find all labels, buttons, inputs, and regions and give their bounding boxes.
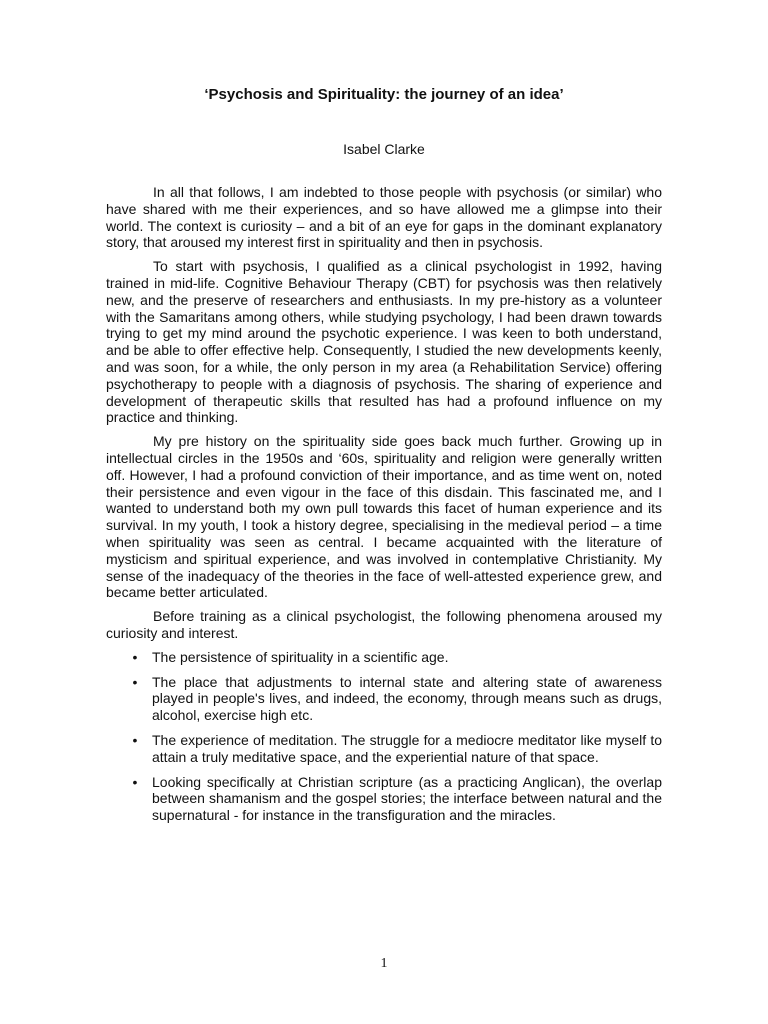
- bullet-icon: •: [132, 773, 138, 790]
- list-item-text: The persistence of spirituality in a scientific age.: [152, 648, 449, 665]
- phenomena-list: [106, 649, 662, 824]
- document-body: [106, 184, 662, 832]
- paragraph-psychosis: To start with psychosis, I qualified as a clinical psychologist in 1992, having trained in mid-life. Cognitive Behaviour Therapy (CBT) for psychosis was then relatively new, and the preserve of researchers and enthusiasts. In my pre-history as a volunteer with the Samaritans among others, while studying psychology, I had been drawn towards trying to get my mind around the psychotic experience. I was keen to both understand, and be able to offer effective help. Consequently, I studied the new developments keenly, and was soon, for a while, the only person in my area (a Rehabilitation Service) offering psychotherapy to people with a diagnosis of psychosis. The sharing of experience and development of therapeutic skills that resulted has had a profound influence on my practice and thinking.: [106, 258, 662, 426]
- document-title: ‘Psychosis and Spirituality: the journey of an idea’: [204, 86, 564, 103]
- document-author: Isabel Clarke: [343, 141, 425, 157]
- bullet-icon: •: [132, 673, 138, 690]
- list-item: [106, 732, 662, 766]
- list-item-text: The place that adjustments to internal state and altering state of awareness played in people's lives, and indeed, the economy, through means such as drugs, alcohol, exercise high etc.: [152, 673, 662, 724]
- list-item-text: The experience of meditation. The struggle for a mediocre meditator like myself to attain a truly meditative space, and the experiential nature of that space.: [152, 731, 662, 765]
- list-item-text: Looking specifically at Christian scripture (as a practicing Anglican), the overlap between shamanism and the gospel stories; the interface between natural and the supernatural - for instance in the transfiguration and the miracles.: [152, 773, 662, 824]
- paragraph-intro: In all that follows, I am indebted to those people with psychosis (or similar) who have shared with me their experiences, and so have allowed me a glimpse into their world. The context is curiosity – and a bit of an eye for gaps in the dominant explanatory story, that aroused my interest first in spirituality and then in psychosis.: [106, 184, 662, 251]
- list-item: [106, 649, 662, 666]
- bullet-icon: •: [132, 648, 138, 665]
- page-number: 1: [380, 956, 388, 971]
- paragraph-phenomena-intro: Before training as a clinical psychologist, the following phenomena aroused my curiosity and interest.: [106, 608, 662, 641]
- list-item: [106, 674, 662, 724]
- bullet-icon: •: [132, 731, 138, 748]
- paragraph-spirituality: My pre history on the spirituality side goes back much further. Growing up in intellectual circles in the 1950s and ‘60s, spirituality and religion were generally written off. However, I had a profound conviction of their importance, and as time went on, noted their persistence and even vigour in the face of this disdain. This fascinated me, and I wanted to understand both my own pull towards this facet of human experience and its survival. In my youth, I took a history degree, specialising in the medieval period – a time when spirituality was seen as central. I became acquainted with the literature of mysticism and spiritual experience, and was involved in contemplative Christianity. My sense of the inadequacy of the theories in the face of well-attested experience grew, and became better articulated.: [106, 433, 662, 601]
- list-item: [106, 774, 662, 824]
